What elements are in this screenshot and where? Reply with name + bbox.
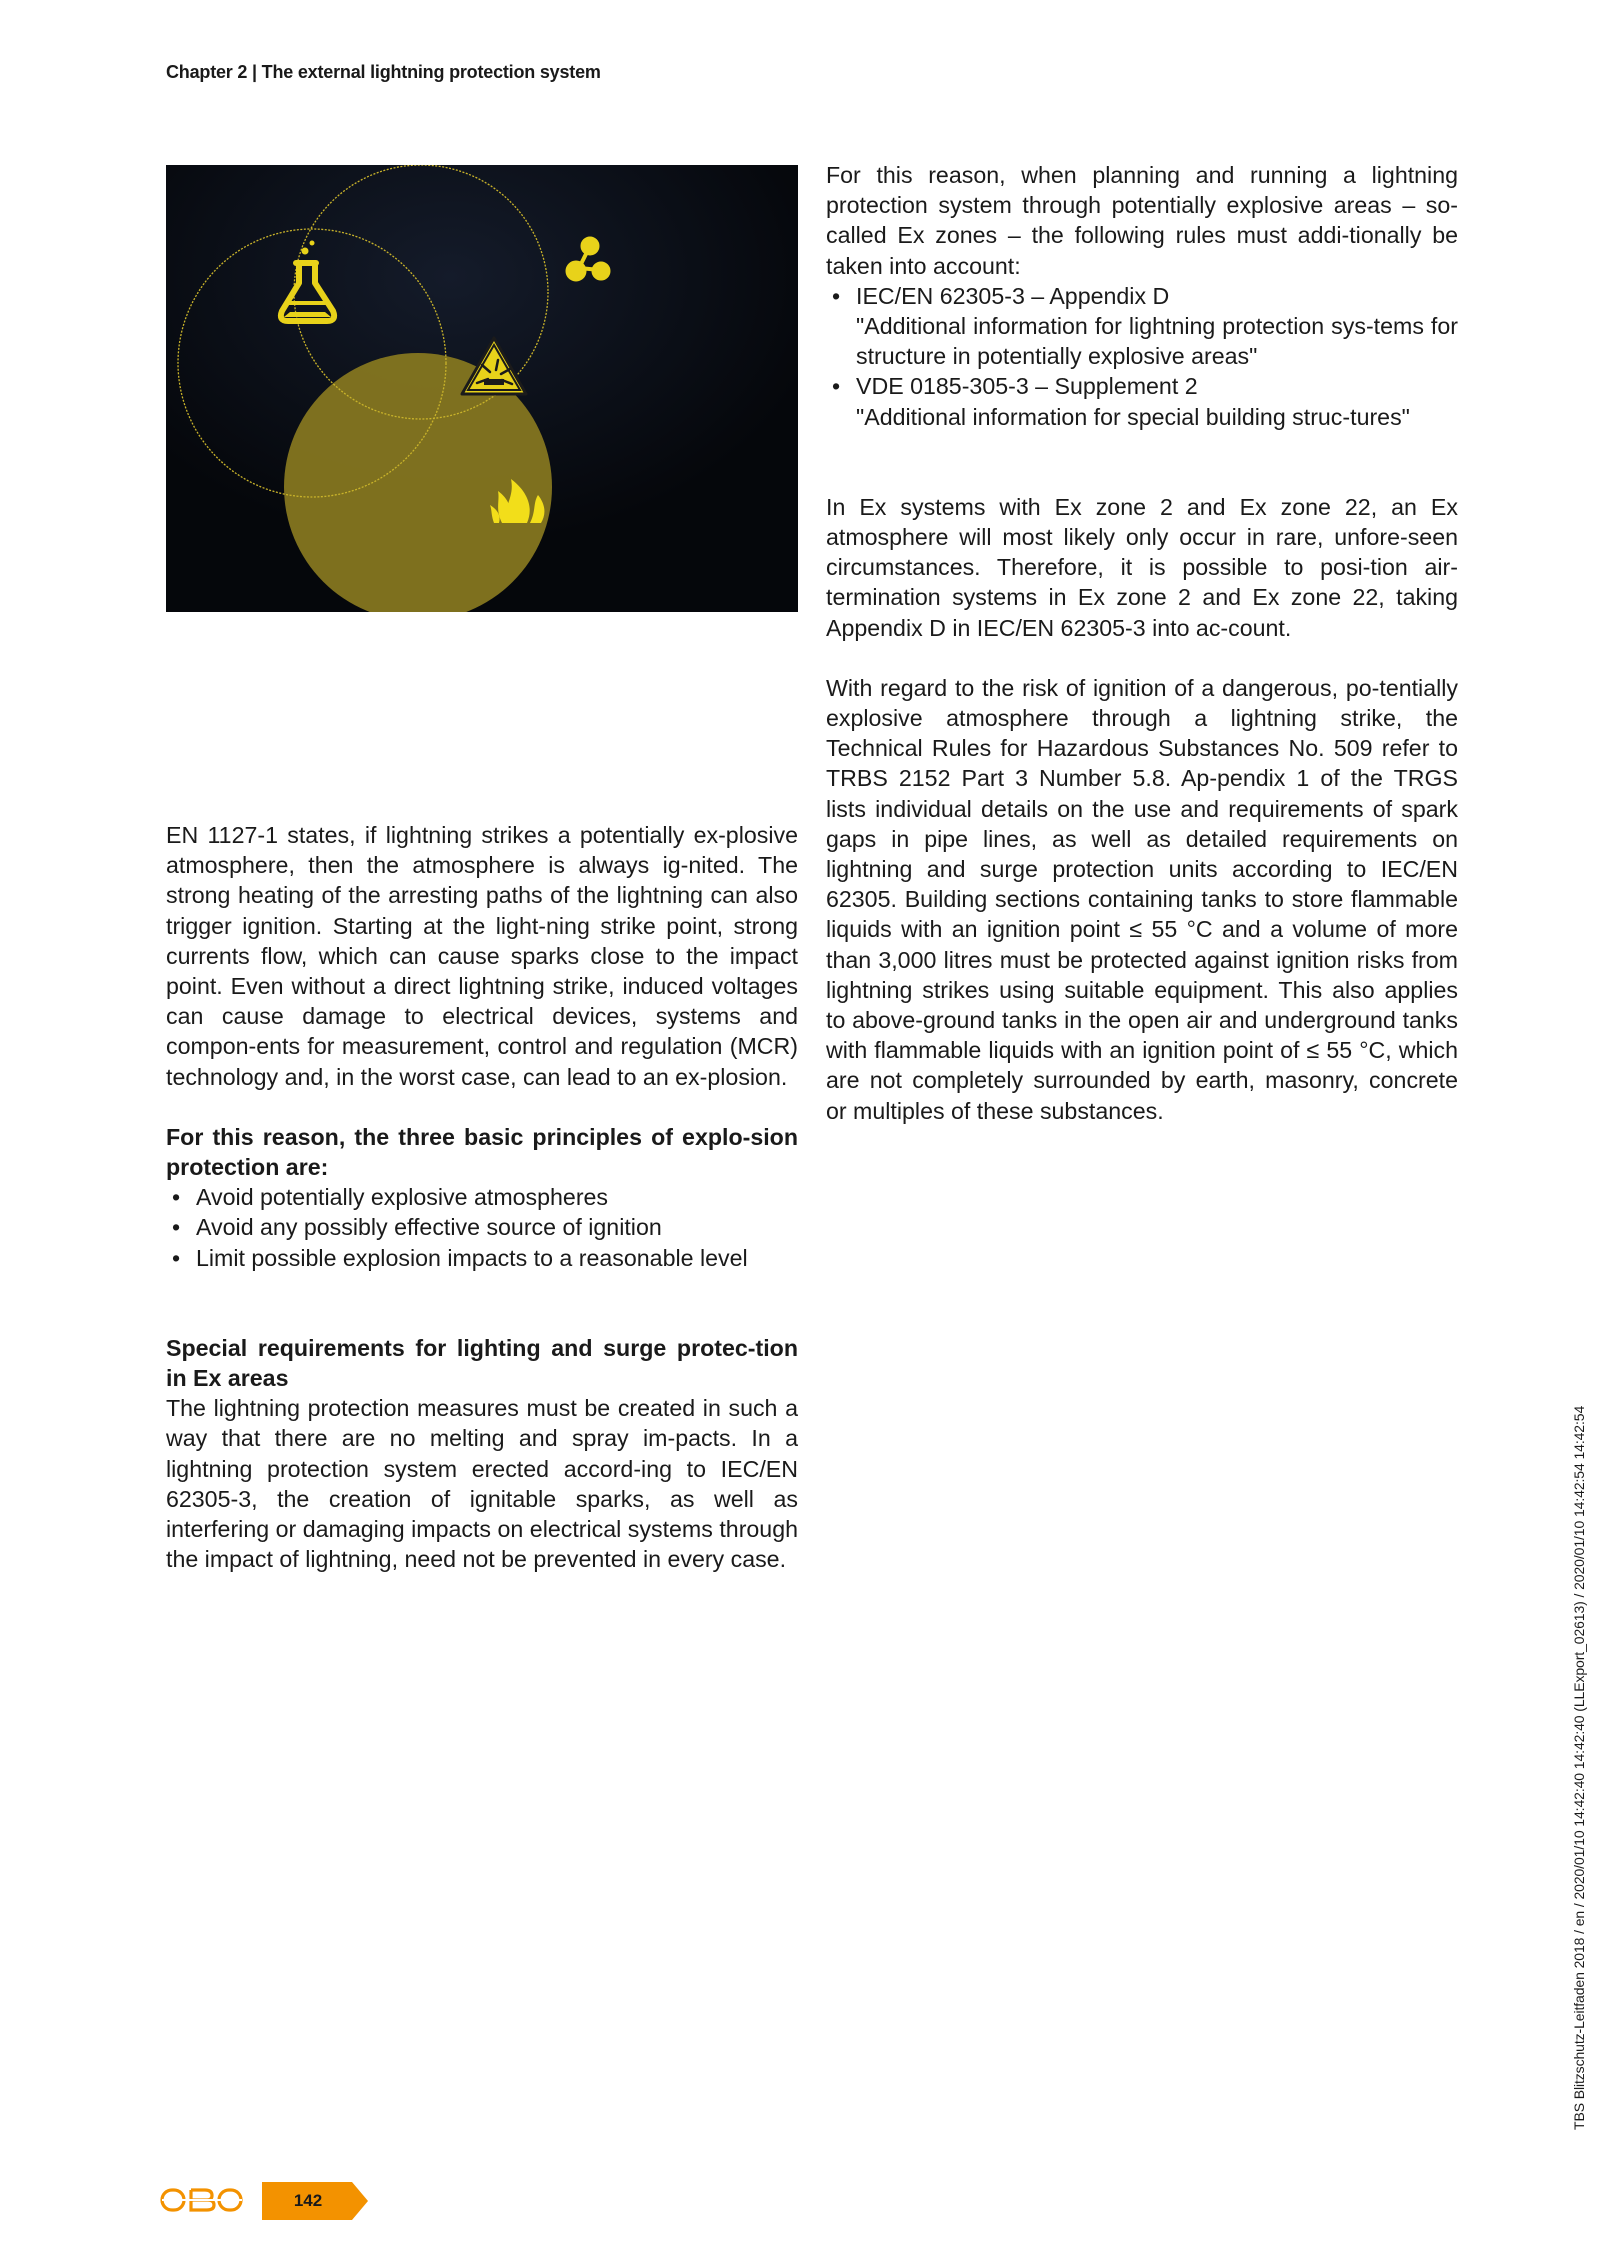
ex-triangle-figure <box>166 165 798 612</box>
spacer <box>166 1273 798 1333</box>
en1127-paragraph: EN 1127-1 states, if lightning strikes a potentially ex-plosive atmosphere, then the atmosphere is always ig-nited. The strong heating of the arresting paths of the lightning can also trigger ignition. Starting at the light-ning strike point, strong currents flow, which can cause sparks close to the impact point. Even without a direct lightning strike, induced voltages can cause damage to electrical devices, systems and compon-ents for measurement, control and regulation (MCR) technology and, in the worst case, can lead to an ex-plosion. <box>166 822 798 1090</box>
side-export-note: TBS Blitzschutz-Leitfaden 2018 / en / 2020/01/10 14:42:40 14:42:40 (LLExport_02613) / 2020/01/10 14:42:54 14:42:54 <box>1571 1405 1587 2130</box>
list-item: • Limit possible explosion impacts to a reasonable level <box>166 1243 798 1273</box>
trgs-paragraph: With regard to the risk of ignition of a dangerous, po-tentially explosive atmosphere through a lightning strike, the Technical Rules for Hazardous Substances No. 509 refer to TRBS 2152 Part 3 Number 5.8. Ap-pendix 1 of the TRGS lists individual details on the use and requirements of spark gaps in pipe lines, as well as detailed requirements on lightning and surge protection units according to IEC/EN 62305. Building sections containing tanks to store flammable liquids with an ignition point ≤ 55 °C and a volume of more than 3,000 litres must be protected against ignition risks from lightning strikes using suitable equipment. This also applies to above-ground tanks in the open air and underground tanks with flammable liquids with an ignition point of ≤ 55 °C, which are not completely surrounded by earth, masonry, concrete or multiples of these substances. <box>826 674 1458 1124</box>
right-column <box>826 160 1458 1126</box>
list-item: • Avoid any possibly effective source of ignition <box>166 1212 798 1242</box>
chapter-header: Chapter 2 | The external lightning protection system <box>166 62 601 82</box>
page-number: 142 <box>293 2191 323 2210</box>
spacer <box>826 432 1458 492</box>
left-column <box>166 820 798 1574</box>
principles-list <box>166 1182 798 1273</box>
ex-zone-paragraph: In Ex systems with Ex zone 2 and Ex zone 22, an Ex atmosphere will most likely only occur in rare, unfore-seen circumstances. Therefore, it is possible to posi-tion air-termination systems in Ex zone 2 and Ex zone 22, taking Appendix D in IEC/EN 62305-3 into ac-count. <box>826 493 1458 641</box>
spacer <box>166 1092 798 1122</box>
rules-list <box>826 281 1458 432</box>
rule-description: "Additional information for special building struc-tures" <box>856 403 1410 430</box>
rules-intro: For this reason, when planning and running a lightning protection system through potentially explosive areas – so-called Ex zones – the following rules must addi-tionally be taken into account: <box>826 162 1458 279</box>
obo-logo <box>160 2186 244 2214</box>
rule-title: • IEC/EN 62305-3 – Appendix D <box>856 282 1170 309</box>
spacer <box>826 643 1458 673</box>
list-item <box>826 371 1458 431</box>
list-item <box>826 281 1458 372</box>
principles-heading: For this reason, the three basic principles of explo-sion protection are: <box>166 1123 798 1181</box>
special-requirements-text: The lightning protection measures must be created in such a way that there are no melting and spray im-pacts. In a lightning protection system erected accord-ing to IEC/EN 62305-3, the creation of ignitable sparks, as well as interfering or damaging impacts on electrical systems through the impact of lightning, need not be prevented in every case. <box>166 1395 798 1573</box>
rule-description: "Additional information for lightning protection sys-tems for structure in potentially explosive areas" <box>856 313 1458 370</box>
figure-graphic <box>166 165 798 612</box>
rule-title: • VDE 0185-305-3 – Supplement 2 <box>856 373 1198 400</box>
special-requirements-heading: Special requirements for lighting and surge protec-tion in Ex areas <box>166 1334 798 1392</box>
list-item: • Avoid potentially explosive atmospheres <box>166 1182 798 1212</box>
